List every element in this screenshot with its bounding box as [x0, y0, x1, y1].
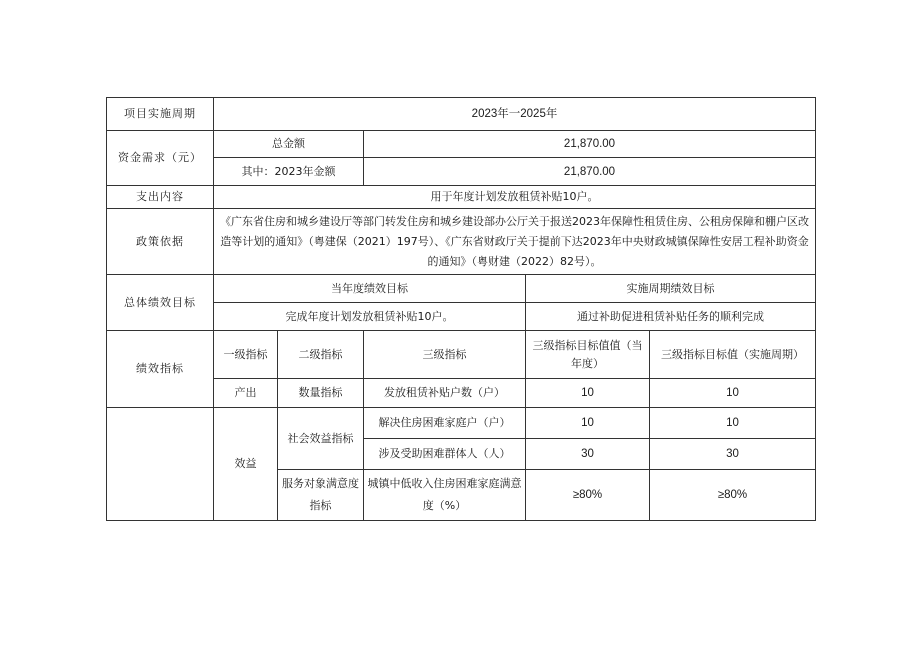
- expense-value: 用于年度计划发放租赁补贴10户。: [214, 186, 816, 209]
- period-label: 项目实施周期: [107, 98, 214, 131]
- funds-total-label: 总金额: [214, 131, 364, 158]
- annual-goal-text: 完成年度计划发放租赁补贴10户。: [214, 303, 526, 331]
- satisfaction-period-value: ≥80%: [650, 470, 816, 521]
- benefit-level1: 效益: [214, 408, 278, 521]
- benefit-blank: [107, 408, 214, 521]
- annual-goal-header: 当年度绩效目标: [214, 275, 526, 303]
- level1-header: 一级指标: [214, 331, 278, 379]
- satisfaction-annual-value: ≥80%: [526, 470, 650, 521]
- period-goal-text: 通过补助促进租赁补贴任务的顺利完成: [526, 303, 816, 331]
- table-row: [107, 131, 816, 158]
- period-goal-header: 实施周期绩效目标: [526, 275, 816, 303]
- expense-label: 支出内容: [107, 186, 214, 209]
- funds-total-value: 21,870.00: [364, 131, 816, 158]
- target-period-header: 三级指标目标值（实施周期）: [650, 331, 816, 379]
- table-row: [107, 98, 816, 131]
- output-level2: 数量指标: [278, 379, 364, 408]
- period-value: 2023年一2025年: [214, 98, 816, 131]
- social2-period-value: 30: [650, 439, 816, 470]
- social1-annual-value: 10: [526, 408, 650, 439]
- performance-table: [106, 97, 816, 521]
- social1-period-value: 10: [650, 408, 816, 439]
- satisfaction-level2: 服务对象满意度指标: [278, 470, 364, 521]
- table-row: [107, 275, 816, 303]
- social2-annual-value: 30: [526, 439, 650, 470]
- output-period-value: 10: [650, 379, 816, 408]
- overall-goal-label: 总体绩效目标: [107, 275, 214, 331]
- satisfaction-level3: 城镇中低收入住房困难家庭满意度（%）: [364, 470, 526, 521]
- policy-label: 政策依据: [107, 209, 214, 275]
- social2-level3: 涉及受助困难群体人（人）: [364, 439, 526, 470]
- table-row: [107, 209, 816, 275]
- table-row: [107, 158, 816, 186]
- table-row: [107, 408, 816, 439]
- funds-label: 资金需求（元）: [107, 131, 214, 186]
- indicators-label: 绩效指标: [107, 331, 214, 408]
- output-level1: 产出: [214, 379, 278, 408]
- level2-header: 二级指标: [278, 331, 364, 379]
- table-row: [107, 331, 816, 379]
- target-annual-header: 三级指标目标值值（当年度）: [526, 331, 650, 379]
- funds-year-label: 其中：2023年金额: [214, 158, 364, 186]
- social-level2: 社会效益指标: [278, 408, 364, 470]
- output-annual-value: 10: [526, 379, 650, 408]
- table-row: [107, 303, 816, 331]
- table-row: [107, 186, 816, 209]
- table-row: [107, 379, 816, 408]
- social1-level3: 解决住房困难家庭户（户）: [364, 408, 526, 439]
- funds-year-value: 21,870.00: [364, 158, 816, 186]
- policy-value: 《广东省住房和城乡建设厅等部门转发住房和城乡建设部办公厅关于报送2023年保障性租赁住房、公租房保障和棚户区改造等计划的通知》（粤建保（2021）197号）、《广东省财政厅关于提前下达2023年中央财政城镇保障性安居工程补助资金的通知》（粤财建（2022）82号）。: [214, 209, 816, 275]
- output-level3: 发放租赁补贴户数（户）: [364, 379, 526, 408]
- level3-header: 三级指标: [364, 331, 526, 379]
